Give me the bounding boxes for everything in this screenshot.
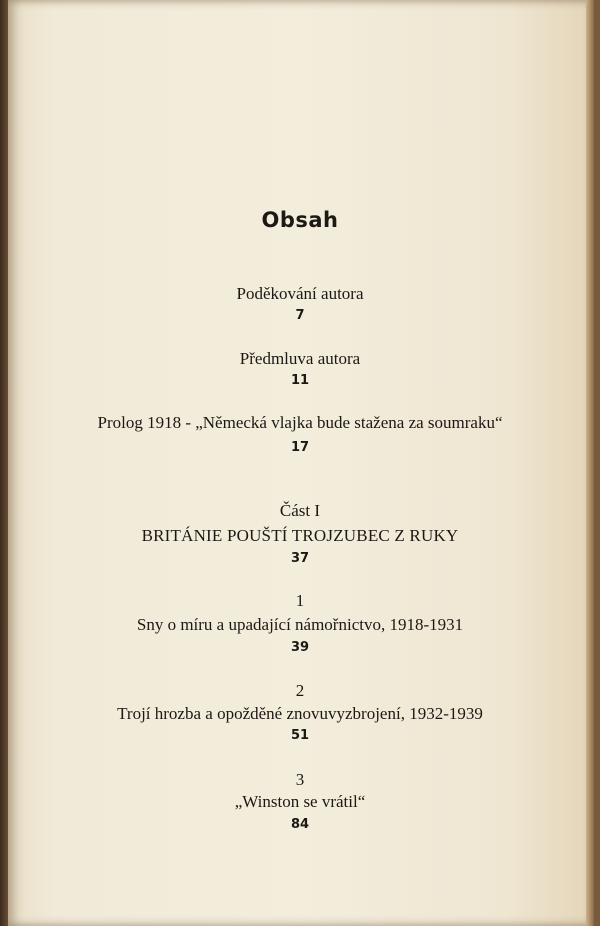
toc-chapter-number: 1 [295, 591, 305, 610]
toc-entry-title: Sny o míru a upadající námořnictvo, 1918-1931 [136, 615, 464, 634]
toc-entry-title: Předmluva autora [239, 349, 361, 368]
toc-entry-title: Prolog 1918 - „Německá vlajka bude stažena za soumraku“ [97, 413, 503, 432]
toc-entry-title: „Winston se vrátil“ [234, 792, 366, 811]
toc-entry-page: 51 [290, 728, 310, 743]
toc-chapter-number: 2 [295, 681, 305, 700]
toc-entry-title: Trojí hrozba a opožděné znovuvyzbrojení, 1932-1939 [117, 704, 483, 723]
toc-entry-title: Poděkování autora [236, 284, 364, 303]
contents-heading: Obsah [261, 208, 339, 232]
toc-entry-page: 84 [290, 817, 310, 832]
toc-part-title: BRITÁNIE POUŠTÍ TROJZUBEC Z RUKY [141, 526, 459, 545]
toc-entry-page: 11 [290, 373, 310, 388]
toc-entry-page: 17 [290, 440, 310, 455]
toc-entry-page: 39 [290, 640, 310, 655]
toc-part-label: Část I [279, 501, 321, 520]
toc-entry-page: 7 [295, 308, 305, 323]
toc-chapter-number: 3 [295, 770, 305, 789]
toc-entry-page: 37 [290, 551, 310, 566]
